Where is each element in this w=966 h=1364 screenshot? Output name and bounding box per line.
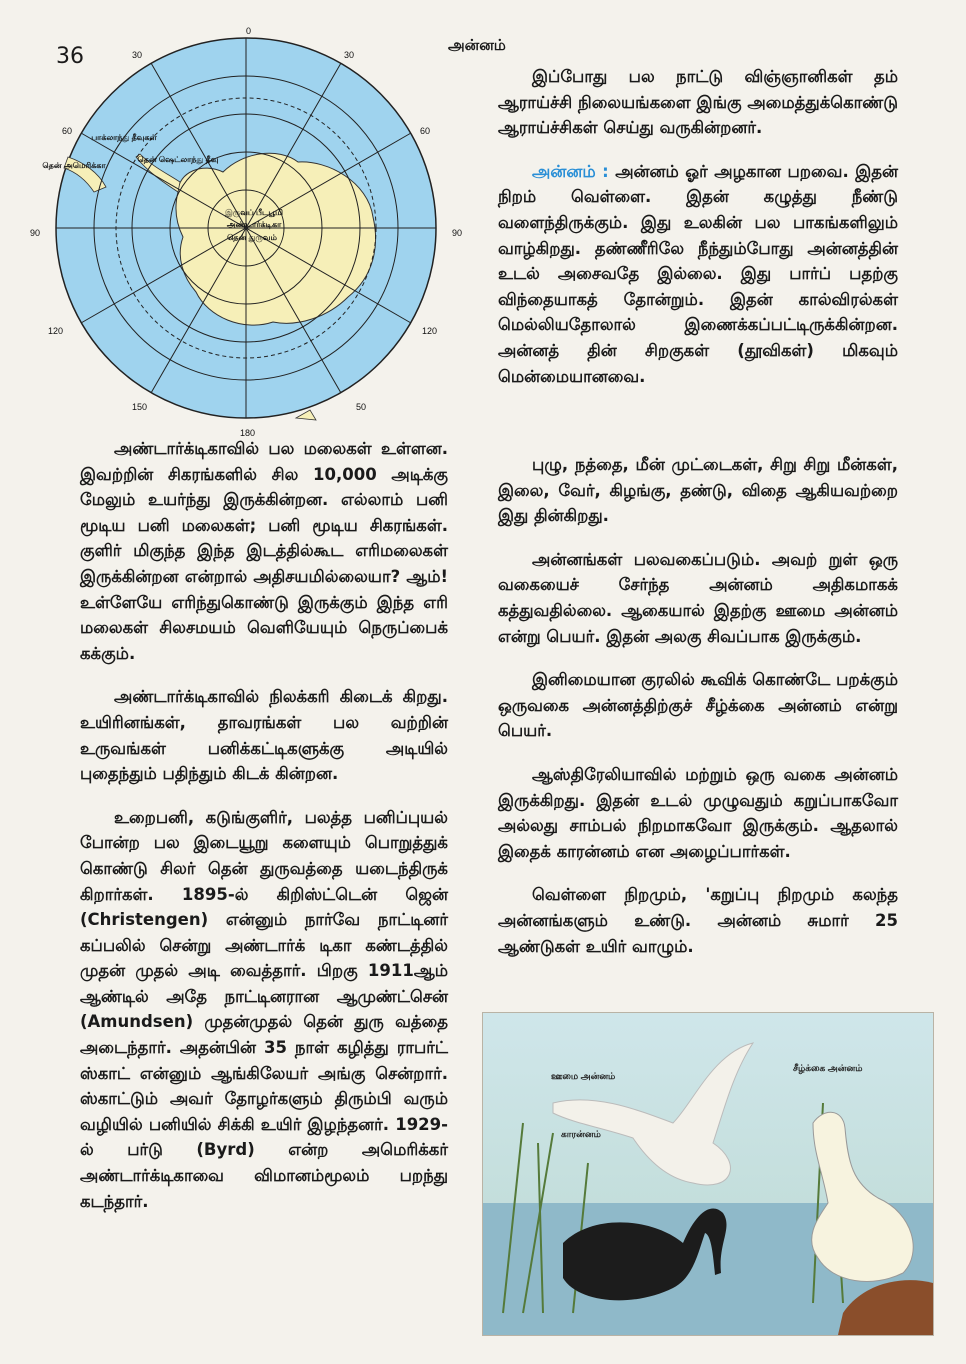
label-whistling-swan: சீழ்க்கை அன்னம் — [793, 1063, 863, 1073]
new-zealand-shape — [296, 410, 316, 420]
map-tick-180: 180 — [240, 428, 256, 438]
paragraph: உறைபனி, கடுங்குளிர், பலத்த பனிப்புயல் போன்ற பல இடையூறு களையும் பொறுத்துக் கொண்டு சிலர் தென் துருவத்தை யடைந்திருக் கிறார்கள். 1895-ல் கிறிஸ்ட்டென் ஜென் (Christengen) என்னும் நார்வே நாட்டினர் கப்பலில் சென்று அண்டார்க் டிகா கண்டத்தில் முதன் முதல் அடி வைத்தார். பிறகு 1911ஆம் ஆண்டில் அதே நாட்டினரான ஆமுண்ட்சென் (Amundsen) முதன்முதல் தென் துரு வத்தை அடைந்தார். அதன்பின் 35 நாள் கழித்து ராபர்ட் ஸ்காட் என்னும் ஆங்கிலேயர் அங்கு சென்றார். ஸ்காட்டும் அவர் தோழர்களும் திரும்பி வரும் வழியில் பனியில் சிக்கி உயிர் இழந்தனர். 1929-ல் பர்டு (Byrd) என்ற அமெரிக்கர் அண்டார்க்டிகாவை விமானம்மூலம் பறந்து கடந்தார். — [80, 807, 448, 1211]
paragraph: புழு, நத்தை, மீன் முட்டைகள், சிறு சிறு மீன்கள், இலை, வேர், கிழங்கு, தண்டு, விதை ஆகியவற்றை இது தின்கிறது. — [498, 455, 898, 526]
map-label-pole-1: இருவப் பீடபூமி — [225, 208, 283, 217]
map-tick-0: 0 — [246, 26, 252, 36]
map-tick-120-left: 120 — [48, 326, 64, 336]
left-column — [80, 436, 448, 1232]
swan-entry — [498, 159, 898, 389]
paragraph: இனிமையான குரலில் கூவிக் கொண்டே பறக்கும் ஒருவகை அன்னத்திற்குச் சீழ்க்கை அன்னம் என்று பெயர். — [498, 670, 898, 741]
right-column-top — [498, 64, 898, 407]
paragraph: அண்டார்க்டிகாவில் பல மலைகள் உள்ளன. இவற்றின் சிகரங்களில் சில 10,000 அடிக்கு மேலும் உயர்ந்து இருக்கின்றன. எல்லாம் பனி மூடிய பனி மலைகள்; பனி மூடிய சிகரங்கள். குளிர் மிகுந்த இந்த இடத்தில்கூட எரிமலைகள் இருக்கின்றன என்றால் அதிசயமில்லையா? ஆம்! உள்ளேயே எரிந்துகொண்டு இருக்கும் இந்த எரி மலைகள் சிலசமயம் வெளியேயும் நெருப்பைக் கக்கும். — [80, 439, 448, 663]
paragraph: இப்போது பல நாட்டு விஞ்ஞானிகள் தம் ஆராய்ச்சி நிலையங்களை இங்கு அமைத்துக்கொண்டு ஆராய்ச்சிகள் செய்து வருகின்றனர். — [498, 67, 898, 138]
map-label-islands: பாக்லாந்து தீவுகள் — [91, 133, 157, 142]
page-number: 36 — [56, 44, 84, 69]
entry-intro: அன்னம் ஓர் அழகான பறவை. இதன் நிறம் வெள்ளை. இதன் கழுத்து நீண்டு வளைந்திருக்கும். இது உலகின் பல பாகங்களிலும் வாழ்கிறது. தண்ணீரிலே நீந்தும்போது அன்னத்தின் உடல் அசைவதே இல்லை. இது பார்ப் பதற்கு விந்தையாகத் தோன்றும். இதன் கால்விரல்கள் மெல்லியதோலால் இணைக்கப்பட்டிருக்கின்றன. அன்னத் தின் சிறகுகள் (தூவிகள்) மிகவும் மென்மையானவை. — [498, 161, 898, 386]
map-tick-120-right: 120 — [422, 326, 438, 336]
right-column-bottom — [498, 452, 898, 977]
paragraph: ஆஸ்திரேலியாவில் மற்றும் ஒரு வகை அன்னம் இருக்கிறது. இதன் உடல் முழுவதும் கறுப்பாகவோ அல்லது சாம்பல் நிறமாகவோ இருக்கும். ஆதலால் இதைக் காரன்னம் என அழைப்பார்கள். — [498, 764, 898, 861]
map-label-pole-3: தென் துருவம் — [227, 233, 277, 242]
map-label-shetland: தென் ஷெட்லாந்து தீவு — [137, 155, 219, 164]
label-mute-swan: ஊமை அன்னம் — [551, 1071, 616, 1081]
swan-illustration — [482, 1012, 934, 1336]
map-tick-30-right: 30 — [344, 50, 355, 60]
map-tick-90-left: 90 — [30, 228, 41, 238]
entry-heading: அன்னம் : — [532, 161, 609, 181]
map-label-south-america: தென் அமெரிக்கா — [42, 161, 106, 170]
paragraph: வெள்ளை நிறமும், 'கறுப்பு நிறமும் கலந்த அன்னங்களும் உண்டு. அன்னம் சுமார் 25 ஆண்டுகள் உயிர் வாழும். — [498, 885, 898, 956]
map-tick-60-left: 60 — [62, 126, 73, 136]
paragraph: அன்னங்கள் பலவகைப்படும். அவற் றுள் ஒரு வகையைச் சேர்ந்த அன்னம் அதிகமாகக் கத்துவதில்லை. ஆகையால் இதற்கு ஊமை அன்னம் என்று பெயர். இதன் அலகு சிவப்பாக இருக்கும். — [498, 549, 898, 646]
paragraph: அண்டார்க்டிகாவில் நிலக்கரி கிடைக் கிறது. உயிரினங்கள், தாவரங்கள் பல வற்றின் உருவங்கள் பனிக்கட்டிகளுக்கு அடியில் புதைந்தும் பதிந்தும் கிடக் கின்றன. — [80, 687, 448, 784]
map-tick-150: 150 — [132, 402, 148, 412]
map-tick-30-left: 30 — [132, 50, 143, 60]
map-tick-60-right: 60 — [420, 126, 431, 136]
map-tick-50: 50 — [356, 402, 367, 412]
running-head: அன்னம் — [448, 36, 506, 54]
map-tick-90-right: 90 — [452, 228, 463, 238]
map-label-pole-2: அண்டார்க்டிகா — [226, 220, 282, 229]
label-black-swan: காரன்னம் — [561, 1129, 601, 1139]
antarctica-map — [28, 22, 476, 440]
